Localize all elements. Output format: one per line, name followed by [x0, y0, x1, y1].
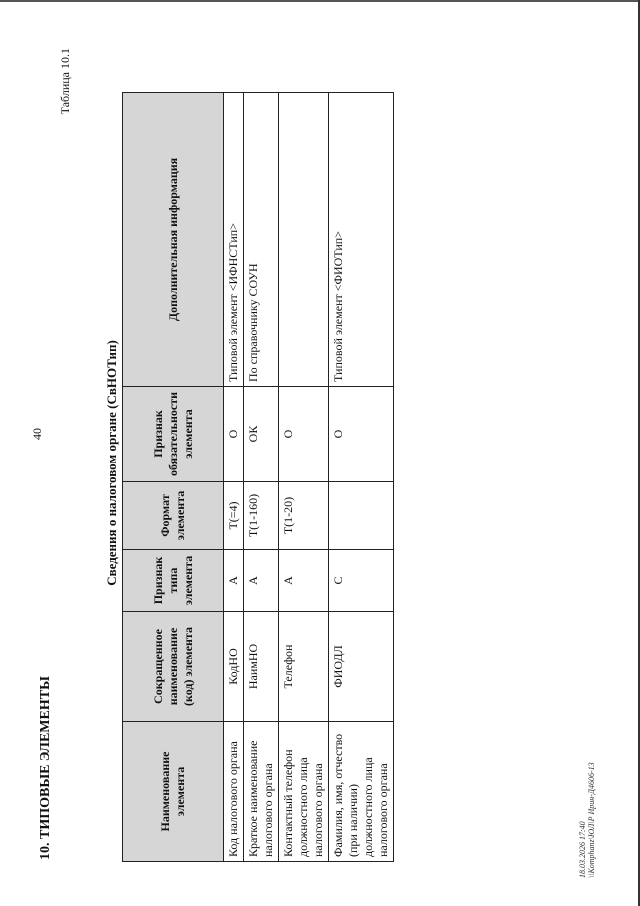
element-name-cell: Контактный телефон должностного лица налогового органа [279, 722, 329, 862]
footer-timestamp: 18.03.2026 17:40 [578, 821, 587, 878]
element-code-cell: ФИОДЛ [329, 612, 394, 722]
rotated-page [38, 48, 598, 878]
column-header: Наименование элемента [123, 722, 224, 862]
element-type-cell: А [279, 550, 329, 612]
element-name-cell: Код налогового органа [224, 722, 244, 862]
element-code-cell: НаимНО [244, 612, 279, 722]
table-row [329, 93, 394, 862]
element-required-cell: О [279, 387, 329, 482]
element-name-cell: Фамилия, имя, отчество (при наличии) должностного лица налогового органа [329, 722, 394, 862]
top-edge-line [0, 0, 640, 2]
element-info-cell: Типовой элемент <ИФНСТип> [224, 93, 244, 387]
column-header: Сокращенное наименование (код) элемента [123, 612, 224, 722]
element-format-cell: Т(1-160) [244, 482, 279, 550]
column-header: Дополнительная информация [123, 93, 224, 387]
column-header: Признак обязательности элемента [123, 387, 224, 482]
element-code-cell: КодНО [224, 612, 244, 722]
element-type-cell: А [244, 550, 279, 612]
table-title: Сведения о налоговом органе (СвНОТип) [104, 340, 119, 586]
table-row [224, 93, 244, 862]
element-type-cell: А [224, 550, 244, 612]
footer [578, 762, 596, 878]
element-name-cell: Краткое наименование налогового органа [244, 722, 279, 862]
elements-table [122, 92, 394, 862]
element-type-cell: С [329, 550, 394, 612]
element-required-cell: О [224, 387, 244, 482]
element-format-cell: Т(1-20) [279, 482, 329, 550]
table-caption: Таблица 10.1 [58, 48, 72, 115]
element-info-cell: Типовой элемент <ФИОТип> [329, 93, 394, 387]
page-number: 40 [30, 428, 44, 440]
column-header: Формат элемента [123, 482, 224, 550]
table-row [244, 93, 279, 862]
element-info-cell [279, 93, 329, 387]
element-format-cell: Т(=4) [224, 482, 244, 550]
column-header: Признак типа элемента [123, 550, 224, 612]
table-header-row [123, 93, 224, 862]
element-code-cell: Телефон [279, 612, 329, 722]
element-format-cell [329, 482, 394, 550]
element-info-cell: По справочнику СОУН [244, 93, 279, 387]
element-required-cell: О [329, 387, 394, 482]
table-row [279, 93, 329, 862]
section-title: 10. ТИПОВЫЕ ЭЛЕМЕНТЫ [38, 676, 53, 860]
element-required-cell: ОК [244, 387, 279, 482]
footer-file-path: \\Komphanz\ЮЛ\Р Ирин-Д4606-13 [587, 762, 596, 878]
